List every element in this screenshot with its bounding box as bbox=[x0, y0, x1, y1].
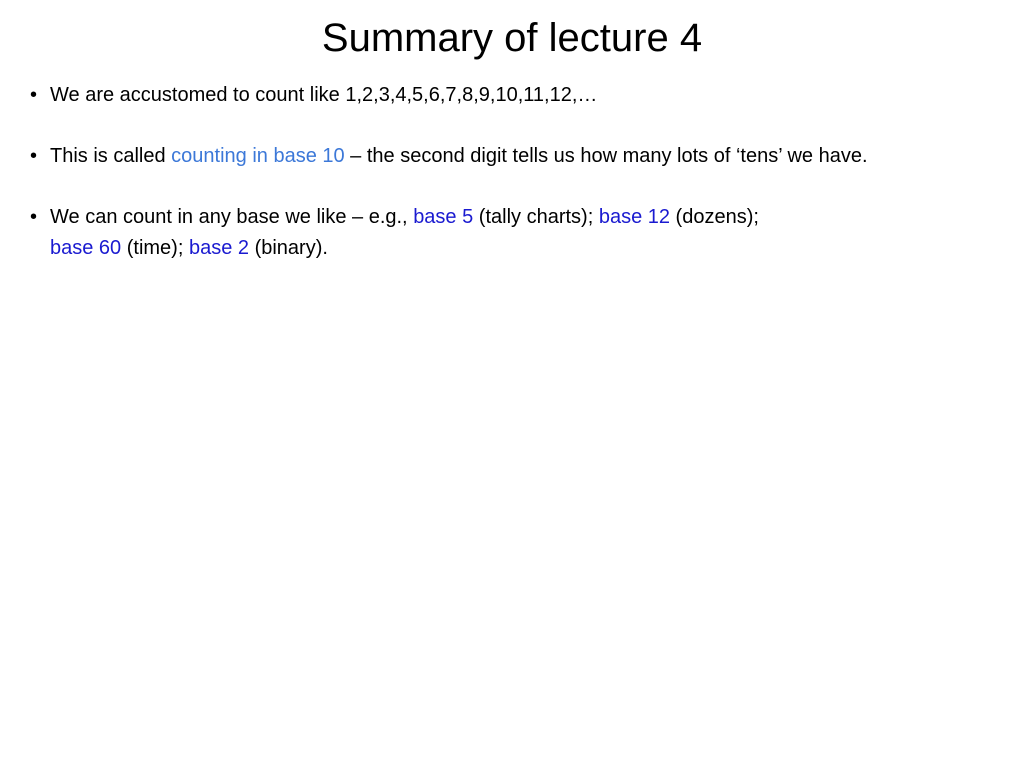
bullet-1-text: We are accustomed to count like 1,2,3,4,5,6,7,8,9,10,11,12,… bbox=[50, 84, 598, 106]
bullet-3-text-4: (time); bbox=[121, 237, 189, 259]
bullet-3-text-5: (binary). bbox=[249, 237, 328, 259]
bullet-dot-icon: • bbox=[30, 206, 38, 228]
highlight-base-2: base 2 bbox=[188, 237, 250, 259]
bullet-3-text-2: (tally charts); bbox=[473, 206, 599, 228]
bullet-item-1 bbox=[30, 80, 930, 111]
slide-title: Summary of lecture 4 bbox=[321, 16, 703, 60]
bullet-3-text-3: (dozens); bbox=[670, 206, 759, 228]
bullet-list bbox=[30, 80, 930, 294]
bullet-dot-icon: • bbox=[30, 145, 38, 167]
highlight-base-5: base 5 bbox=[413, 206, 474, 228]
highlight-base-12: base 12 bbox=[598, 206, 670, 228]
bullet-2-text-2: – the second digit tells us how many lots of ‘tens’ we have. bbox=[344, 145, 868, 167]
bullet-item-2 bbox=[30, 141, 930, 172]
highlight-counting-in-base-10: counting in base 10 bbox=[171, 145, 345, 167]
highlight-base-60: base 60 bbox=[50, 237, 122, 259]
bullet-item-3 bbox=[30, 202, 930, 264]
bullet-3-text-1: We can count in any base we like – e.g., bbox=[50, 206, 414, 228]
bullet-2-text-1: This is called bbox=[50, 145, 172, 167]
bullet-dot-icon: • bbox=[30, 84, 38, 106]
